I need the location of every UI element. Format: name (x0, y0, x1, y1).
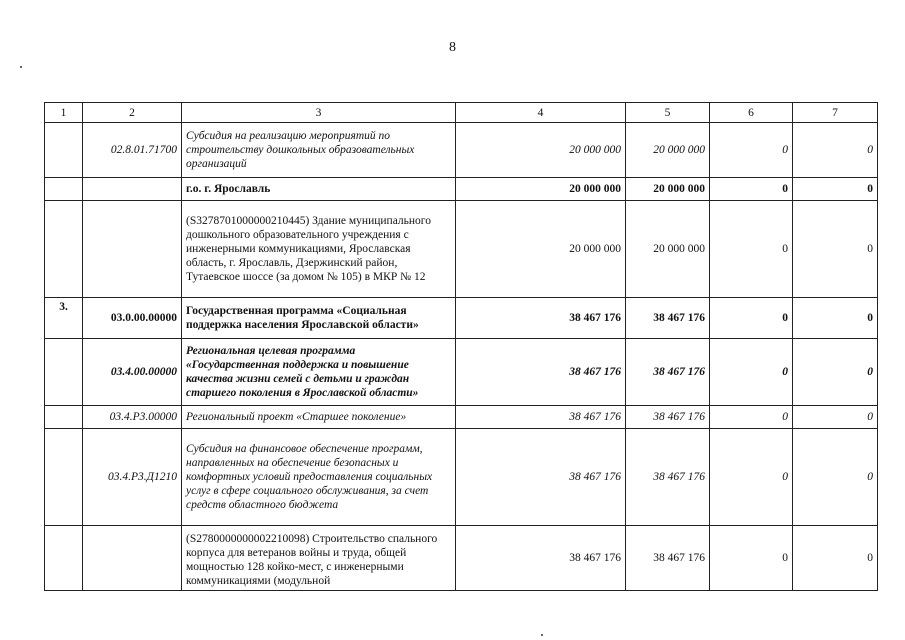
row-value-col4: 20 000 000 (456, 178, 626, 201)
row-value-col4: 38 467 176 (456, 298, 626, 339)
row-value-col6: 0 (710, 526, 793, 591)
table-row (45, 406, 878, 429)
row-value-col7: 0 (793, 178, 878, 201)
column-header-7: 7 (793, 103, 878, 123)
row-value-col4: 38 467 176 (456, 429, 626, 526)
row-value-col7: 0 (793, 526, 878, 591)
column-header-3: 3 (182, 103, 456, 123)
row-value-col5: 38 467 176 (626, 526, 710, 591)
row-value-col5: 20 000 000 (626, 201, 710, 298)
page-number: 8 (449, 40, 456, 55)
row-value-col7: 0 (793, 406, 878, 429)
column-header-5: 5 (626, 103, 710, 123)
column-header-4: 4 (456, 103, 626, 123)
row-code (83, 526, 182, 591)
row-name: (S3278701000000210445) Здание муниципального дошкольного образовательного учреждения с инженерными коммуникациями, Ярославская область, г. Ярославль, Дзержинский район, Тутаевское шоссе (за домом № 105) в МКР № 12 (182, 201, 456, 298)
table-row (45, 123, 878, 178)
row-value-col4: 20 000 000 (456, 123, 626, 178)
row-number (45, 201, 83, 298)
budget-table (44, 102, 878, 591)
row-value-col4: 20 000 000 (456, 201, 626, 298)
column-header-1: 1 (45, 103, 83, 123)
row-code: 03.0.00.00000 (83, 298, 182, 339)
table-row (45, 339, 878, 406)
row-name: г.о. г. Ярославль (182, 178, 456, 201)
row-number (45, 406, 83, 429)
table-row (45, 298, 878, 339)
row-number (45, 178, 83, 201)
row-value-col6: 0 (710, 429, 793, 526)
row-number: 3. (45, 298, 83, 339)
row-value-col5: 38 467 176 (626, 429, 710, 526)
row-value-col6: 0 (710, 123, 793, 178)
row-code (83, 178, 182, 201)
row-value-col7: 0 (793, 298, 878, 339)
row-value-col5: 20 000 000 (626, 123, 710, 178)
table-row (45, 526, 878, 591)
table-row (45, 178, 878, 201)
row-name: Субсидия на финансовое обеспечение программ, направленных на обеспечение безопасных и комфортных условий предоставления социальных услуг в сфере социального обслуживания, за счет средств областного бюджета (182, 429, 456, 526)
row-code: 03.4.00.00000 (83, 339, 182, 406)
row-value-col5: 20 000 000 (626, 178, 710, 201)
row-value-col7: 0 (793, 339, 878, 406)
row-name: (S2780000000002210098) Строительство спального корпуса для ветеранов войны и труда, общей мощностью 128 койко-мест, с инженерными коммуникациями (модульной (182, 526, 456, 591)
row-code (83, 201, 182, 298)
column-header-2: 2 (83, 103, 182, 123)
column-header-6: 6 (710, 103, 793, 123)
row-number (45, 526, 83, 591)
row-value-col6: 0 (710, 298, 793, 339)
row-value-col6: 0 (710, 178, 793, 201)
row-number (45, 429, 83, 526)
row-name: Субсидия на реализацию мероприятий по строительству дошкольных образовательных организаций (182, 123, 456, 178)
row-value-col6: 0 (710, 406, 793, 429)
table-row (45, 429, 878, 526)
table-header-row (45, 103, 878, 123)
row-value-col6: 0 (710, 201, 793, 298)
row-value-col7: 0 (793, 123, 878, 178)
row-name: Государственная программа «Социальная поддержка населения Ярославской области» (182, 298, 456, 339)
row-value-col5: 38 467 176 (626, 298, 710, 339)
row-value-col4: 38 467 176 (456, 339, 626, 406)
row-value-col5: 38 467 176 (626, 339, 710, 406)
row-value-col4: 38 467 176 (456, 526, 626, 591)
row-code: 03.4.P3.Д1210 (83, 429, 182, 526)
row-value-col4: 38 467 176 (456, 406, 626, 429)
row-value-col7: 0 (793, 429, 878, 526)
row-number (45, 339, 83, 406)
row-code: 02.8.01.71700 (83, 123, 182, 178)
row-name: Региональный проект «Старшее поколение» (182, 406, 456, 429)
table-row (45, 201, 878, 298)
row-number (45, 123, 83, 178)
scan-speck (20, 66, 22, 68)
scan-speck (541, 634, 543, 636)
row-value-col5: 38 467 176 (626, 406, 710, 429)
row-value-col7: 0 (793, 201, 878, 298)
row-code: 03.4.P3.00000 (83, 406, 182, 429)
row-name: Региональная целевая программа «Государственная поддержка и повышение качества жизни семей с детьми и граждан старшего поколения в Ярославской области» (182, 339, 456, 406)
row-value-col6: 0 (710, 339, 793, 406)
